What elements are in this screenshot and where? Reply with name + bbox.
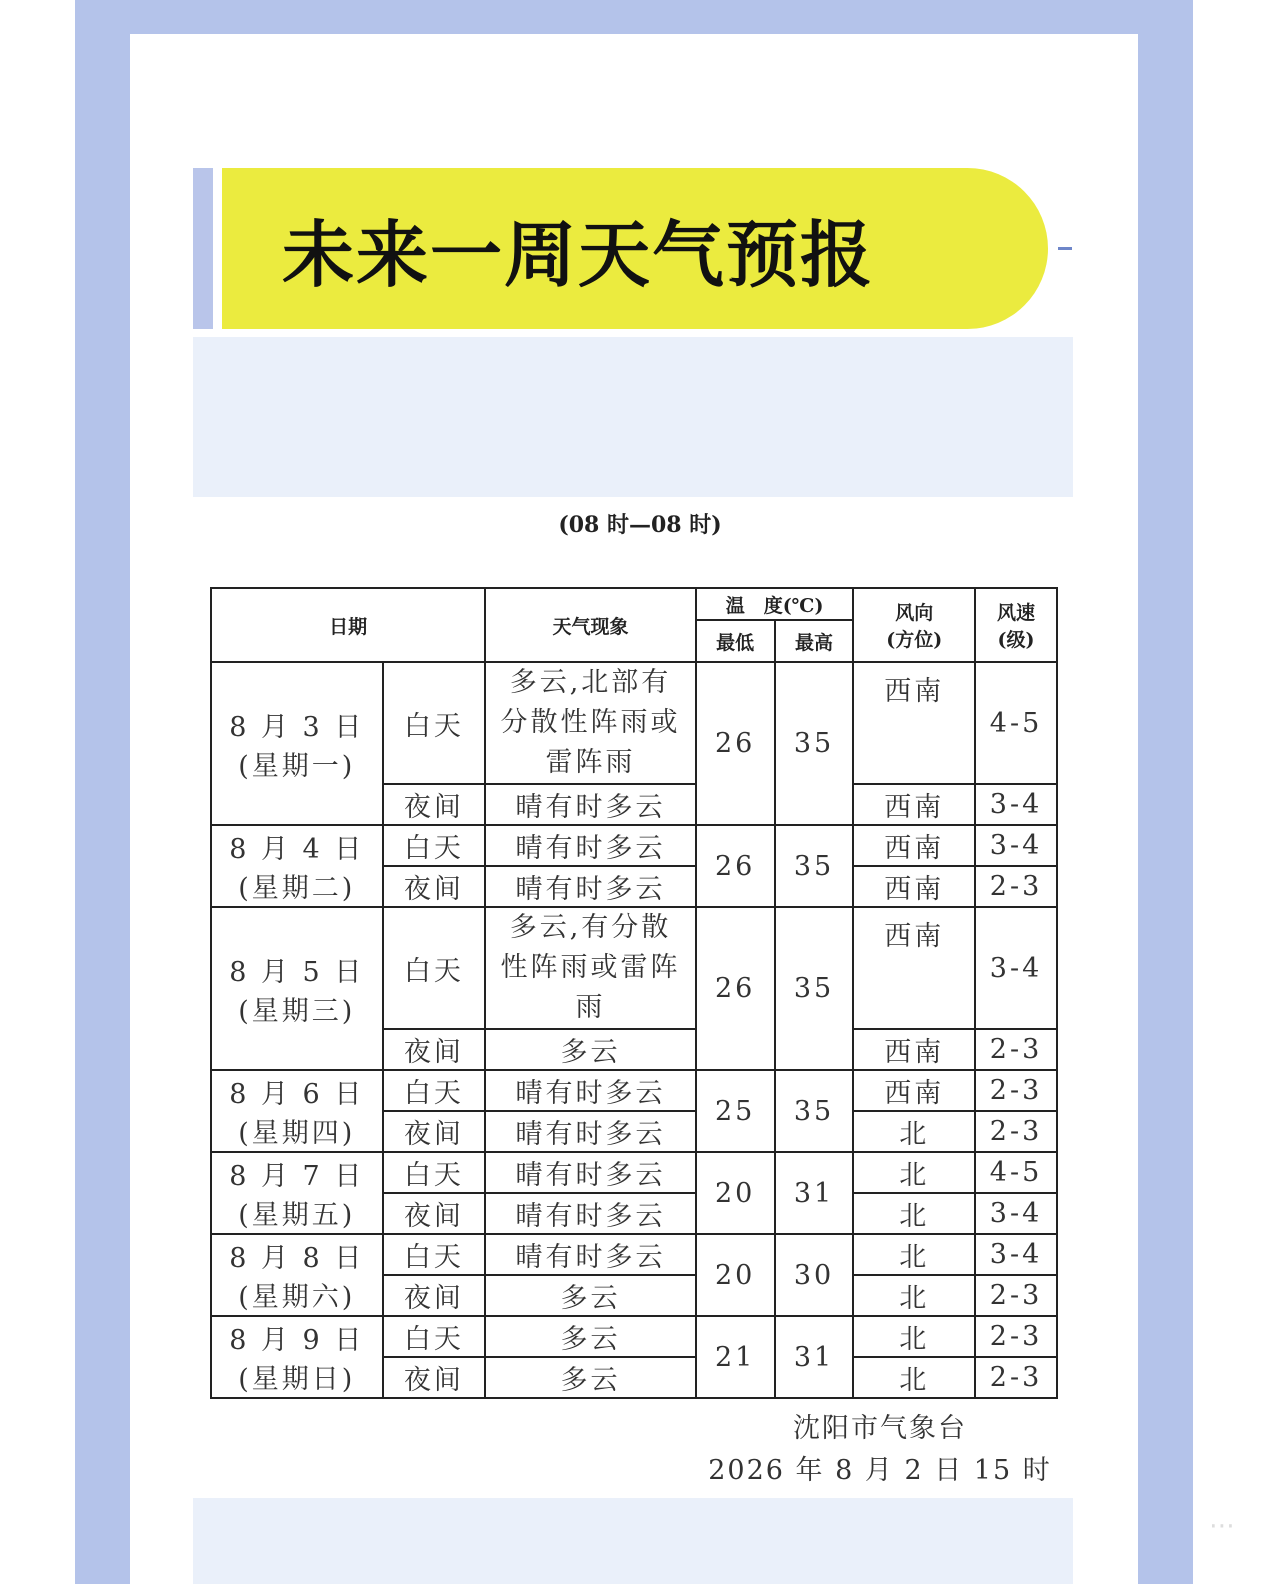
- wind-speed-cell: 2-3: [975, 1316, 1057, 1357]
- period-cell: 夜间: [383, 1193, 486, 1234]
- title-banner: [222, 168, 1048, 329]
- high-temp-cell: 35: [775, 825, 854, 907]
- weather-cell: 晴有时多云: [485, 1070, 695, 1111]
- wind-speed-cell: 2-3: [975, 1070, 1057, 1111]
- low-temp-cell: 20: [696, 1234, 775, 1316]
- low-temp-cell: 20: [696, 1152, 775, 1234]
- date-text: 8 月 4 日: [229, 834, 365, 865]
- header-wind-direction-line1: 风向: [895, 602, 934, 624]
- weather-cell: 晴有时多云: [485, 825, 695, 866]
- date-text: 8 月 3 日: [229, 711, 365, 743]
- header-date: 日期: [211, 588, 485, 662]
- weather-cell: 多云: [485, 1275, 695, 1316]
- wind-dir-cell: 西南: [853, 662, 975, 784]
- date-cell: [211, 1152, 383, 1234]
- date-text: 8 月 9 日: [229, 1325, 365, 1356]
- weather-line: 雷阵雨: [545, 747, 636, 778]
- wind-dir-cell: 北: [853, 1234, 975, 1275]
- date-text: 8 月 6 日: [229, 1079, 365, 1110]
- table-row: [211, 1070, 1057, 1111]
- weekday-text: (星期六): [238, 1282, 356, 1313]
- blank-footer-box: [193, 1498, 1073, 1584]
- time-range-label: (08 时—08 时): [558, 512, 722, 538]
- period-cell: 白天: [383, 907, 486, 1029]
- wind-speed-cell: 3-4: [975, 784, 1057, 825]
- wind-speed-cell: 2-3: [975, 1111, 1057, 1152]
- header-high: 最高: [775, 620, 854, 662]
- header-row-1: [211, 588, 1057, 620]
- title-dash-decoration: [1058, 247, 1072, 250]
- wind-dir-cell: 西南: [853, 1029, 975, 1070]
- low-temp-cell: 21: [696, 1316, 775, 1398]
- period-cell: 白天: [383, 1234, 486, 1275]
- wind-dir-cell: 西南: [853, 825, 975, 866]
- wind-dir-cell: 北: [853, 1275, 975, 1316]
- weather-cell: 晴有时多云: [485, 1111, 695, 1152]
- header-wind-speed: [975, 588, 1057, 662]
- high-temp-cell: 35: [775, 1070, 854, 1152]
- table-row: [211, 907, 1057, 1029]
- weather-cell: 晴有时多云: [485, 1152, 695, 1193]
- high-temp-cell: 31: [775, 1316, 854, 1398]
- wind-dir-cell: 北: [853, 1357, 975, 1398]
- weather-cell: 晴有时多云: [485, 784, 695, 825]
- low-temp-cell: 26: [696, 907, 775, 1070]
- high-temp-cell: 35: [775, 907, 854, 1070]
- period-cell: 白天: [383, 1152, 486, 1193]
- weather-cell: 晴有时多云: [485, 1193, 695, 1234]
- page-title: 未来一周天气预报: [282, 212, 875, 297]
- wind-dir-cell: 西南: [853, 1070, 975, 1111]
- wind-dir-cell: 北: [853, 1111, 975, 1152]
- weather-cell: [485, 662, 695, 784]
- header-wind-direction-line2: (方位): [886, 629, 943, 651]
- date-cell: [211, 1234, 383, 1316]
- wind-dir-cell: 西南: [853, 784, 975, 825]
- wind-speed-cell: 3-4: [975, 1193, 1057, 1234]
- wind-speed-cell: 3-4: [975, 907, 1057, 1029]
- period-cell: 夜间: [383, 784, 486, 825]
- high-temp-cell: 35: [775, 662, 854, 825]
- wind-speed-cell: 2-3: [975, 866, 1057, 907]
- weather-cell: 多云: [485, 1316, 695, 1357]
- wind-speed-cell: 4-5: [975, 662, 1057, 784]
- date-text: 8 月 5 日: [229, 956, 365, 988]
- header-wind-direction: [853, 588, 975, 662]
- wind-speed-cell: 3-4: [975, 825, 1057, 866]
- period-cell: 白天: [383, 825, 486, 866]
- low-temp-cell: 26: [696, 825, 775, 907]
- wind-speed-cell: 2-3: [975, 1029, 1057, 1070]
- period-cell: 夜间: [383, 1275, 486, 1316]
- wind-speed-cell: 3-4: [975, 1234, 1057, 1275]
- date-cell: [211, 825, 383, 907]
- header-wind-speed-line1: 风速: [997, 602, 1036, 624]
- title-accent-bar: [193, 168, 213, 329]
- wind-dir-cell: 西南: [853, 866, 975, 907]
- watermark-icon: ⋯: [1209, 1511, 1235, 1541]
- table-row: [211, 825, 1057, 866]
- date-cell: [211, 1316, 383, 1398]
- date-cell: [211, 907, 383, 1070]
- period-cell: 夜间: [383, 866, 486, 907]
- header-low: 最低: [696, 620, 775, 662]
- table-row: [211, 662, 1057, 784]
- header-wind-speed-line2: (级): [997, 629, 1035, 651]
- wind-speed-cell: 2-3: [975, 1275, 1057, 1316]
- table-row: [211, 1316, 1057, 1357]
- header-temperature: 温 度(℃): [696, 588, 854, 620]
- weekday-text: (星期四): [238, 1118, 356, 1149]
- weather-line: 雨: [575, 992, 606, 1023]
- weekday-text: (星期五): [238, 1200, 356, 1231]
- weekday-text: (星期二): [238, 873, 356, 904]
- date-cell: [211, 1070, 383, 1152]
- wind-dir-cell: 西南: [853, 907, 975, 1029]
- period-cell: 夜间: [383, 1111, 486, 1152]
- weather-cell: [485, 907, 695, 1029]
- weather-line: 多云,北部有: [509, 667, 672, 698]
- table-row: [211, 1234, 1057, 1275]
- blank-info-box: [193, 337, 1073, 497]
- weekday-text: (星期一): [238, 750, 356, 782]
- weather-cell: 晴有时多云: [485, 866, 695, 907]
- date-cell: [211, 662, 383, 825]
- weather-cell: 多云: [485, 1029, 695, 1070]
- wind-speed-cell: 2-3: [975, 1357, 1057, 1398]
- wind-dir-cell: 北: [853, 1316, 975, 1357]
- wind-speed-cell: 4-5: [975, 1152, 1057, 1193]
- weather-line: 分散性阵雨或: [500, 707, 681, 738]
- period-cell: 白天: [383, 1070, 486, 1111]
- issuer-name: 沈阳市气象台: [793, 1413, 967, 1444]
- weather-line: 多云,有分散: [509, 912, 672, 943]
- wind-dir-cell: 北: [853, 1152, 975, 1193]
- period-cell: 白天: [383, 1316, 486, 1357]
- forecast-table: [210, 587, 1058, 1399]
- high-temp-cell: 31: [775, 1152, 854, 1234]
- weekday-text: (星期三): [238, 995, 356, 1027]
- weather-cell: 晴有时多云: [485, 1234, 695, 1275]
- table-row: [211, 1152, 1057, 1193]
- period-cell: 夜间: [383, 1029, 486, 1070]
- header-weather: 天气现象: [485, 588, 695, 662]
- high-temp-cell: 30: [775, 1234, 854, 1316]
- issue-time: 2026 年 8 月 2 日 15 时: [708, 1455, 1052, 1486]
- weather-cell: 多云: [485, 1357, 695, 1398]
- wind-dir-cell: 北: [853, 1193, 975, 1234]
- period-cell: 夜间: [383, 1357, 486, 1398]
- weather-line: 性阵雨或雷阵: [500, 952, 681, 983]
- period-cell: 白天: [383, 662, 486, 784]
- low-temp-cell: 25: [696, 1070, 775, 1152]
- low-temp-cell: 26: [696, 662, 775, 825]
- date-text: 8 月 7 日: [229, 1161, 365, 1192]
- weekday-text: (星期日): [238, 1364, 356, 1395]
- date-text: 8 月 8 日: [229, 1243, 365, 1274]
